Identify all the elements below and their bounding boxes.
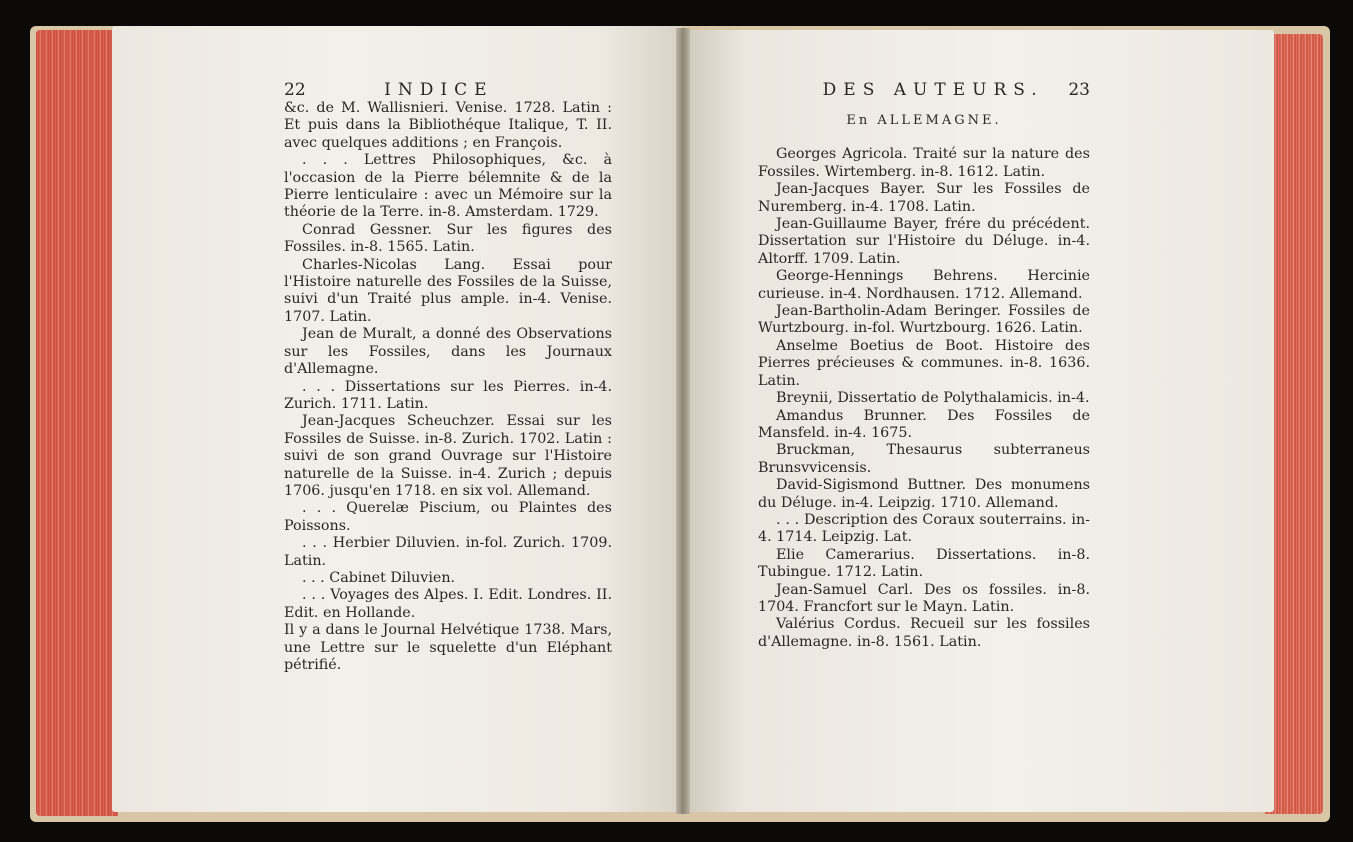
left-running-title: INDICE bbox=[384, 80, 494, 100]
bibliography-entry bbox=[284, 326, 612, 378]
entry-work: Querelæ Piscium, ou Plaintes des Poissons. bbox=[284, 500, 612, 534]
entry-author: Amandus Brunner. bbox=[776, 407, 927, 424]
bibliography-entry bbox=[284, 570, 612, 587]
bibliography-entry bbox=[758, 616, 1090, 651]
entry-work: &c. de M. Wallisnieri. Venise. 1728. Latin : Et puis dans la Bibliothéque Italique, T. II. avec quelques additions ; en François. bbox=[284, 100, 612, 151]
entry-author: . . . bbox=[302, 569, 325, 586]
bibliography-entry bbox=[758, 512, 1090, 547]
entry-author: . . . bbox=[302, 587, 326, 604]
entry-author: Jean-Guillaume Bayer, bbox=[776, 216, 939, 233]
entry-work: Recueil sur les fossiles d'Allemagne. in-8. 1561. Latin. bbox=[758, 616, 1091, 650]
entry-author: Elie Camerarius. bbox=[776, 546, 915, 563]
entry-work: Des Fossiles de Mansfeld. in-4. 1675. bbox=[758, 407, 1091, 441]
entry-work: Fossiles de Wurtzbourg. in-fol. Wurtzbourg. 1626. Latin. bbox=[758, 303, 1090, 337]
bibliography-entry bbox=[284, 587, 612, 622]
entry-work: Dissertations sur les Pierres. in-4. Zurich. 1711. Latin. bbox=[284, 378, 612, 412]
entry-author: Anselme Boetius bbox=[776, 337, 905, 354]
entry-author: David-Sigismond Buttner. bbox=[776, 477, 967, 494]
entry-work: Sur les figures des Fossiles. in-8. 1565. Latin. bbox=[284, 221, 613, 256]
bibliography-entry bbox=[758, 146, 1090, 181]
right-entries bbox=[758, 146, 1090, 651]
bibliography-entry bbox=[758, 582, 1090, 617]
bibliography-entry bbox=[758, 408, 1090, 443]
entry-author: . . . bbox=[302, 535, 328, 552]
bibliography-entry bbox=[758, 442, 1090, 477]
bibliography-entry bbox=[284, 535, 612, 570]
entry-work: Dissertations. in-8. Tubingue. 1712. Latin. bbox=[758, 546, 1090, 581]
entry-work: Sur les Fossiles de Nuremberg. in-4. 1708. Latin. bbox=[758, 181, 1090, 215]
right-running-head bbox=[758, 80, 1090, 100]
entry-author: George-Hennings Behrens. bbox=[776, 268, 998, 285]
entry-author: Jean-Jacques Scheuchzer. bbox=[302, 413, 495, 430]
left-page-number: 22 bbox=[284, 80, 306, 100]
book-gutter bbox=[676, 28, 690, 814]
bibliography-entry bbox=[758, 268, 1090, 303]
bibliography-entry bbox=[758, 303, 1090, 338]
section-heading: En ALLEMAGNE. bbox=[846, 113, 1002, 128]
entry-author: Bruckman, bbox=[776, 442, 856, 459]
entry-work: Cabinet Diluvien. bbox=[329, 569, 456, 586]
bibliography-entry bbox=[284, 500, 612, 535]
right-page-number: 23 bbox=[1068, 80, 1090, 100]
entry-author: Jean-Jacques Bayer. bbox=[776, 181, 926, 198]
bibliography-entry bbox=[284, 622, 612, 674]
entry-work: Traité sur la nature des Fossiles. Wirtemberg. in-8. 1612. Latin. bbox=[758, 146, 1090, 180]
entry-work: Hercinie curieuse. in-4. Nordhausen. 1712. Allemand. bbox=[758, 268, 1090, 302]
bibliography-entry bbox=[758, 216, 1090, 268]
bibliography-entry bbox=[284, 100, 612, 152]
bibliography-entry bbox=[758, 338, 1090, 390]
bibliography-entry bbox=[284, 152, 612, 222]
entry-work: de Boot. Histoire des Pierres précieuses & communes. in-8. 1636. Latin. bbox=[758, 337, 1091, 389]
bibliography-entry bbox=[284, 379, 612, 414]
bibliography-entry bbox=[284, 413, 612, 500]
entry-work: Essai pour l'Histoire naturelle des Fossiles de la Suisse, suivi d'un Traité plus ample. in-4. Venise. 1707. Latin. bbox=[284, 256, 612, 325]
entry-author: Valérius Cordus. bbox=[776, 616, 901, 633]
bibliography-entry bbox=[284, 222, 612, 257]
entry-work: Essai sur les Fossiles de Suisse. in-8. Zurich. 1702. Latin : suivi de son grand Ouvrage sur l'Histoire naturelle de la Suisse. in-4. Zurich ; depuis 1706. jusqu'en 1718. en six vol. Allemand. bbox=[284, 413, 613, 499]
bibliography-entry bbox=[758, 477, 1090, 512]
bibliography-entry bbox=[758, 181, 1090, 216]
entry-work: Des os fossiles. in-8. 1704. Francfort sur le Mayn. Latin. bbox=[758, 581, 1090, 615]
entry-author: . . . bbox=[302, 378, 336, 395]
entry-work: a donné des Observations sur les Fossiles, dans les Journaux d'Allemagne. bbox=[284, 326, 612, 378]
entry-work: Herbier Diluvien. in-fol. Zurich. 1709. Latin. bbox=[284, 535, 612, 569]
entry-work: Il y a dans le Journal Helvétique 1738. Mars, une Lettre sur le squelette d'un Eléphant pétrifié. bbox=[284, 622, 612, 673]
entry-author: . . . bbox=[776, 511, 800, 528]
right-page-text bbox=[758, 80, 1090, 651]
right-running-title: DES AUTEURS. bbox=[822, 80, 1044, 100]
bibliography-entry bbox=[284, 257, 612, 327]
entry-author: Georges Agricola. bbox=[776, 146, 908, 163]
left-page-edges bbox=[36, 30, 118, 816]
bibliography-entry bbox=[758, 547, 1090, 582]
entry-author: Jean-Samuel Carl. bbox=[776, 581, 914, 598]
entry-author: Breynii, bbox=[776, 390, 833, 407]
entry-work: Description des Coraux souterrains. in-4. 1714. Leipzig. Lat. bbox=[758, 511, 1090, 546]
left-page-text bbox=[284, 80, 612, 674]
bibliography-entry bbox=[758, 390, 1090, 407]
entry-work: Dissertatio de Polythalamicis. in-4. bbox=[837, 390, 1090, 407]
entry-work: frére du précédent. Dissertation sur l'Histoire du Déluge. in-4. Altorff. 1709. Latin. bbox=[758, 216, 1090, 267]
left-entries bbox=[284, 100, 612, 674]
entry-work: Thesaurus subterraneus Brunsvvicensis. bbox=[758, 442, 1090, 476]
entry-author: . . . bbox=[302, 152, 348, 169]
entry-work: Des monumens du Déluge. in-4. Leipzig. 1710. Allemand. bbox=[758, 477, 1090, 511]
entry-author: Charles-Nicolas Lang. bbox=[302, 256, 486, 273]
entry-author: Jean-Bartholin-Adam Beringer. bbox=[776, 303, 1001, 320]
left-running-head bbox=[284, 80, 612, 100]
entry-author: Conrad Gessner. bbox=[302, 221, 432, 238]
entry-work: Voyages des Alpes. I. Edit. Londres. II. Edit. en Hollande. bbox=[284, 587, 612, 621]
entry-author: Jean de Muralt, bbox=[302, 326, 417, 343]
entry-work: Lettres Philosophiques, &c. à l'occasion de la Pierre bélemnite & de la Pierre lenticulaire : avec un Mémoire sur la théorie de la Terre. in-8. Amsterdam. 1729. bbox=[284, 152, 613, 221]
entry-author: . . . bbox=[302, 500, 337, 517]
